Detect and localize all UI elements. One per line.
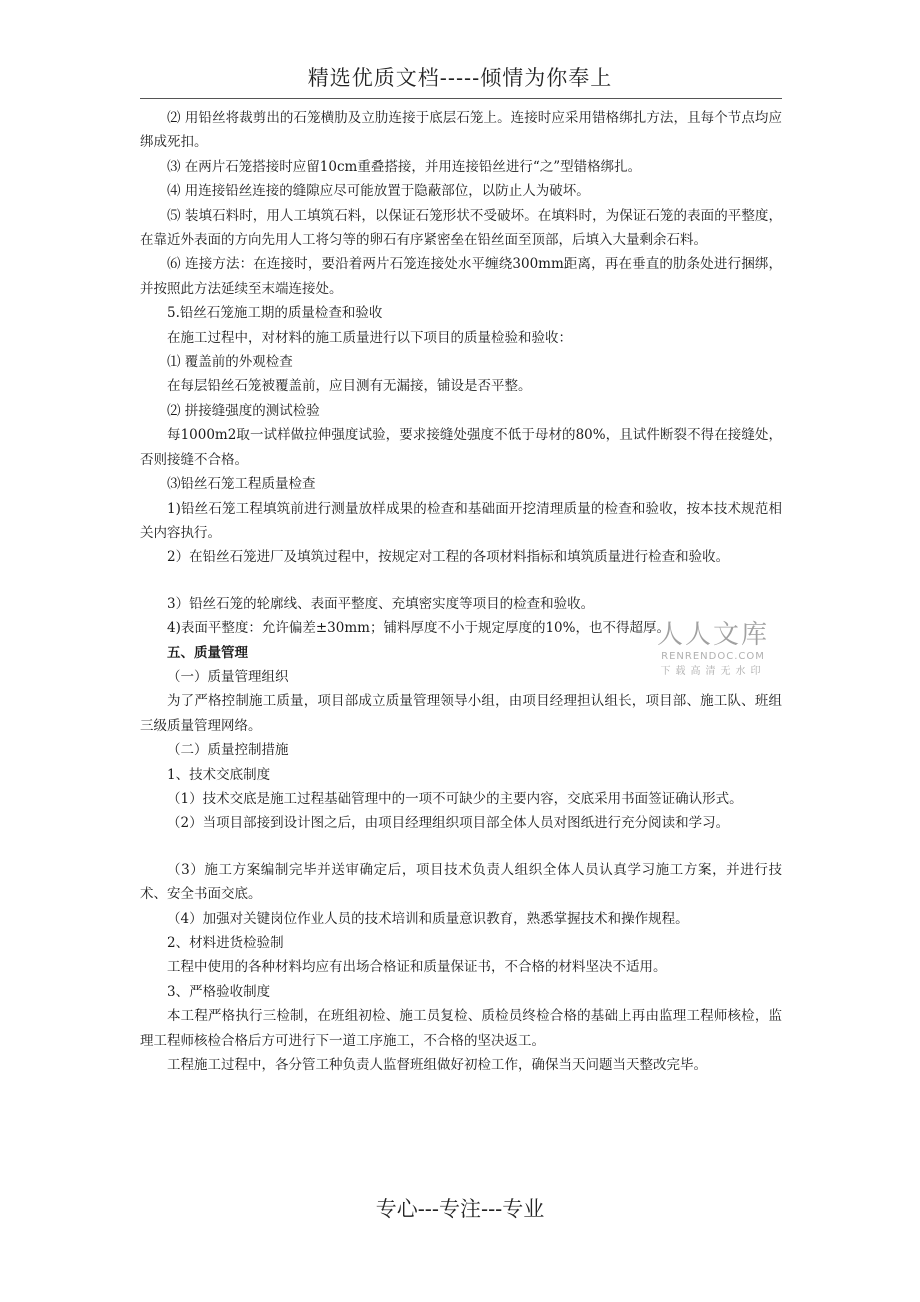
page-header: 精选优质文档-----倾情为你奉上 [307, 66, 613, 90]
paragraph: （2）当项目部接到设计图之后，由项目经理组织项目部全体人员对图纸进行充分阅读和学习。 [167, 815, 730, 832]
section-subheading: 1、技术交底制度 [167, 766, 271, 783]
paragraph: 1)铅丝石笼工程填筑前进行测量放样成果的检查和基础面开挖清理质量的检查和验收，按本技术规范相关内容执行。 [140, 500, 782, 541]
paragraph: 为了严格控制施工质量，项目部成立质量管理领导小组，由项目经理担认组长，项目部、施工队、班组三级质量管理网络。 [140, 693, 782, 734]
list-item: ⑴ 覆盖前的外观检查 [167, 354, 293, 371]
header-divider [140, 98, 782, 99]
paragraph: 在施工过程中，对材料的施工质量进行以下项目的质量检验和验收： [167, 329, 572, 346]
paragraph: 2）在铅丝石笼进厂及填筑过程中，按规定对工程的各项材料指标和填筑质量进行检查和验收。 [167, 549, 730, 566]
watermark-url: RENRENDOC.COM [661, 651, 765, 662]
watermark-slogan: 下载高清无水印 [660, 666, 766, 677]
section-subheading: （一）质量管理组织 [167, 668, 289, 685]
section-subheading: 2、材料进货检验制 [167, 935, 284, 951]
list-item: ⑵ 拼接缝强度的测试检验 [167, 402, 320, 419]
section-subheading: 3、严格验收制度 [167, 983, 271, 1000]
paragraph: （4）加强对关键岗位作业人员的技术培训和质量意识教育，熟悉掌握技术和操作规程。 [167, 910, 689, 927]
section-heading: 五、质量管理 [167, 644, 248, 661]
paragraph: ⑷ 用连接铅丝连接的缝隙应尽可能放置于隐蔽部位，以防止人为破坏。 [167, 183, 590, 200]
section-subheading: 5.铅丝石笼施工期的质量检查和验收 [167, 305, 383, 322]
paragraph: ⑸ 装填石料时，用人工填筑石料，以保证石笼形状不受破坏。在填料时，为保证石笼的表面的平整度，在靠近外表面的方向先用人工将匀等的卵石有序紧密垒在铅丝面至顶部，后填入大量剩余石料。 [140, 207, 782, 249]
paragraph: （1）技术交底是施工过程基础管理中的一项不可缺少的主要内容，交底采用书面签证确认形式。 [167, 790, 743, 807]
paragraph: （3）施工方案编制完毕并送审确定后，项目技术负责人组织全体人员认真学习施工方案，并进行技术、安全书面交底。 [140, 861, 782, 903]
watermark-logo [643, 620, 783, 686]
watermark-title: 人人文库 [656, 620, 769, 650]
page-footer: 专心---专注---专业 [375, 1197, 545, 1221]
paragraph: 工程中使用的各种材料均应有出场合格证和质量保证书，不合格的材料坚决不适用。 [167, 959, 667, 976]
list-item: ⑶铅丝石笼工程质量检查 [167, 476, 316, 493]
document-body [140, 106, 782, 1077]
section-subheading: （二）质量控制措施 [167, 742, 289, 759]
paragraph: ⑶ 在两片石笼搭接时应留10cm重叠搭接，并用连接铅丝进行“之”型错格绑扎。 [167, 158, 642, 175]
paragraph: ⑵ 用铅丝将裁剪出的石笼横肋及立肋连接于底层石笼上。连接时应采用错格绑扎方法，且每个节点均应绑成死扣。 [140, 110, 782, 151]
paragraph: 4)表面平整度：允许偏差±30mm；铺料厚度不小于规定厚度的10%，也不得超厚。 [167, 620, 670, 637]
paragraph: 3）铅丝石笼的轮廓线、表面平整度、充填密实度等项目的检查和验收。 [167, 595, 595, 612]
paragraph: 本工程严格执行三检制，在班组初检、施工员复检、质检员终检合格的基础上再由监理工程师核检，监理工程师核检合格后方可进行下一道工序施工，不合格的坚决返工。 [140, 1008, 782, 1049]
paragraph: 每1000m2取一试样做拉伸强度试验，要求接缝处强度不低于母材的80%，且试件断裂不得在接缝处，否则接缝不合格。 [140, 427, 782, 468]
paragraph: 在每层铅丝石笼被覆盖前，应目测有无漏接，铺设是否平整。 [167, 378, 532, 395]
paragraph: ⑹ 连接方法：在连接时，要沿着两片石笼连接处水平缠绕300mm距离，再在垂直的肋条处进行捆绑，并按照此方法延续至末端连接处。 [140, 256, 782, 297]
paragraph: 工程施工过程中，各分管工种负责人监督班组做好初检工作，确保当天问题当天整改完毕。 [167, 1057, 707, 1074]
